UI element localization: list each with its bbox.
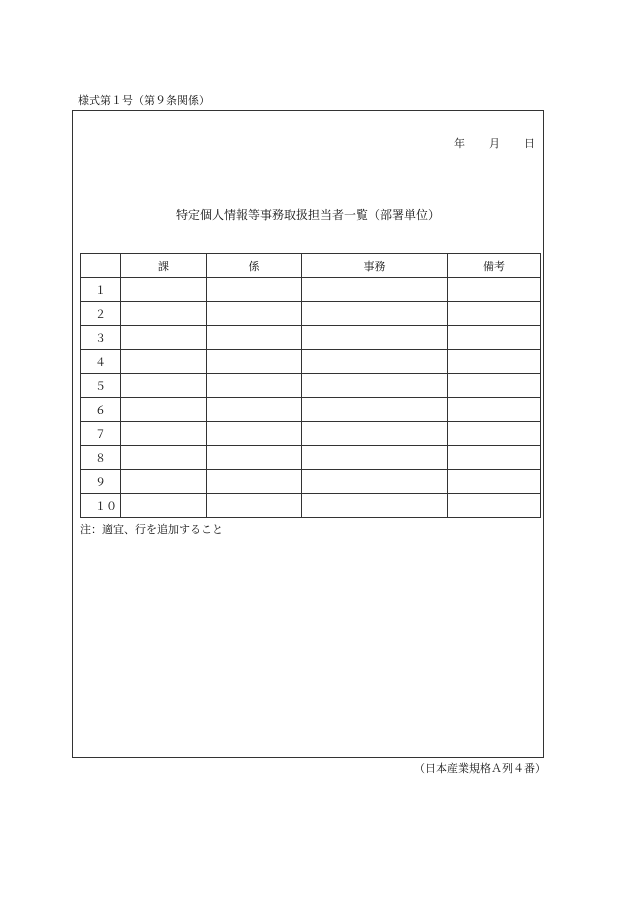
unit-cell xyxy=(207,374,302,398)
unit-cell xyxy=(207,470,302,494)
row-number: ４ xyxy=(81,350,121,374)
unit-cell xyxy=(207,350,302,374)
table-row xyxy=(81,374,541,398)
table-header-row xyxy=(81,254,541,278)
table-row xyxy=(81,278,541,302)
section-cell xyxy=(121,326,207,350)
unit-cell xyxy=(207,494,302,518)
remarks-cell xyxy=(448,494,541,518)
row-number: ３ xyxy=(81,326,121,350)
row-number: ９ xyxy=(81,470,121,494)
remarks-cell xyxy=(448,326,541,350)
unit-cell xyxy=(207,422,302,446)
row-number: １０ xyxy=(81,494,121,518)
section-cell xyxy=(121,398,207,422)
section-cell xyxy=(121,422,207,446)
duties-cell xyxy=(302,350,448,374)
row-number: ８ xyxy=(81,446,121,470)
unit-cell xyxy=(207,278,302,302)
duties-cell xyxy=(302,326,448,350)
duties-cell xyxy=(302,470,448,494)
header-unit: 係 xyxy=(207,254,302,278)
row-number: ２ xyxy=(81,302,121,326)
note-text: 注：適宜、行を追加すること xyxy=(80,523,223,536)
header-number xyxy=(81,254,121,278)
table-row xyxy=(81,470,541,494)
table-row xyxy=(81,302,541,326)
table-row xyxy=(81,494,541,518)
header-remarks: 備考 xyxy=(448,254,541,278)
remarks-cell xyxy=(448,446,541,470)
table-row xyxy=(81,422,541,446)
header-section: 課 xyxy=(121,254,207,278)
section-cell xyxy=(121,446,207,470)
row-number: ５ xyxy=(81,374,121,398)
remarks-cell xyxy=(448,302,541,326)
section-cell xyxy=(121,278,207,302)
unit-cell xyxy=(207,302,302,326)
remarks-cell xyxy=(448,422,541,446)
unit-cell xyxy=(207,446,302,470)
unit-cell xyxy=(207,398,302,422)
duties-cell xyxy=(302,374,448,398)
document-title: 特定個人情報等事務取扱担当者一覧（部署単位） xyxy=(175,208,440,222)
remarks-cell xyxy=(448,350,541,374)
row-number: ７ xyxy=(81,422,121,446)
section-cell xyxy=(121,350,207,374)
remarks-cell xyxy=(448,278,541,302)
duties-cell xyxy=(302,494,448,518)
date-month-label: 月 xyxy=(489,137,500,150)
row-number: ６ xyxy=(81,398,121,422)
form-number: 様式第１号（第９条関係） xyxy=(78,94,210,107)
section-cell xyxy=(121,302,207,326)
duties-cell xyxy=(302,278,448,302)
paper-size-note: （日本産業規格Ａ列４番） xyxy=(414,762,546,775)
remarks-cell xyxy=(448,374,541,398)
remarks-cell xyxy=(448,398,541,422)
row-number: １ xyxy=(81,278,121,302)
staff-list-table xyxy=(80,253,541,518)
section-cell xyxy=(121,374,207,398)
header-duties: 事務 xyxy=(302,254,448,278)
table-row xyxy=(81,350,541,374)
duties-cell xyxy=(302,398,448,422)
date-line xyxy=(454,137,535,151)
table-row xyxy=(81,326,541,350)
remarks-cell xyxy=(448,470,541,494)
form-frame xyxy=(72,110,544,758)
unit-cell xyxy=(207,326,302,350)
duties-cell xyxy=(302,422,448,446)
table-row xyxy=(81,398,541,422)
section-cell xyxy=(121,494,207,518)
duties-cell xyxy=(302,302,448,326)
date-year-label: 年 xyxy=(454,137,465,150)
duties-cell xyxy=(302,446,448,470)
date-day-label: 日 xyxy=(524,137,535,150)
section-cell xyxy=(121,470,207,494)
table-row xyxy=(81,446,541,470)
